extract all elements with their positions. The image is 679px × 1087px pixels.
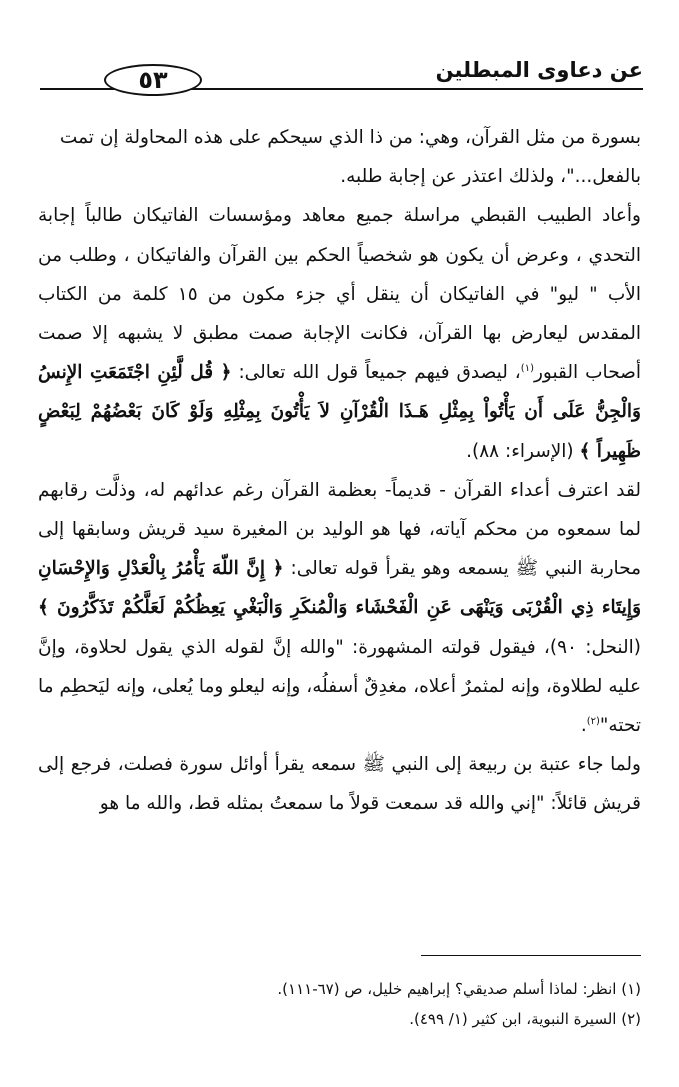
paragraph-2-text-a: وأعاد الطبيب القبطي مراسلة جميع معاهد ومؤسسات الفاتيكان طالباً إجابة التحدي ، وعرض أن يكون هو شخصياً الحكم بين القرآن والفاتيكان ، وطلب من الأب " ليو" في الفاتيكان أن ينقل أي جزء مكون من ١٥ كلمة من الكتاب المقدس ليعارض بها القرآن، فكانت الإجابة صمت مطبق لا يشبهه إلا صمت أصحاب القبور — [38, 205, 641, 384]
quran-verse-isra: ﴿ قُل لَّئِنِ اجْتَمَعَتِ الإِنسُ وَالْجِنُّ عَلَى أَن يَأْتُواْ بِمِثْلِ هَـذَا الْقُرْآنِ لاَ يَأْتُونَ بِمِثْلِهِ وَلَوْ كَانَ بَعْضُهُمْ لِبَعْضٍ ظَهِيراً ﴾ — [38, 362, 641, 462]
page-number — [104, 64, 202, 96]
paragraph-3 — [38, 471, 641, 745]
paragraph-2-text-b: ، ليصدق فيهم جميعاً قول الله تعالى: — [231, 362, 521, 384]
footnote-2: (٢) السيرة النبوية، ابن كثير (١/ ٤٩٩). — [409, 1010, 641, 1028]
paragraph-4-text: ولما جاء عتبة بن ربيعة إلى النبي ﷺ سمعه يقرأ أوائل سورة فصلت، فرجع إلى قريش قائلاً: "إني والله قد سمعت قولاً ما سمعتُ بمثله قط، والله ما هو — [38, 754, 641, 815]
paragraph-2-text-c: (الإسراء: ٨٨). — [466, 440, 580, 462]
paragraph-3-text-a: لقد اعترف أعداء القرآن - قديماً- بعظمة القرآن رغم عدائهم له، وذلَّت رقابهم لما سمعوه من محكم آياته، فها هو الوليد بن المغيرة سيد قريش وسابقها إلى محاربة النبي ﷺ يسمعه وهو يقرأ قوله تعالى: — [38, 479, 642, 580]
footnotes — [38, 974, 641, 1034]
running-header — [40, 54, 643, 100]
paragraph-1-line-1: بسورة من مثل القرآن، وهي: من ذا الذي سيحكم على هذه المحاولة إن تمت — [59, 127, 641, 148]
paragraph-1-line-2: بالفعل..."، ولذلك اعتذر عن إجابة طلبه. — [340, 166, 641, 188]
paragraph-1 — [38, 118, 641, 196]
running-title: عن دعاوى المبطلين — [435, 58, 643, 82]
paragraph-2 — [38, 196, 641, 470]
footnote-ref-2[interactable]: (٢) — [586, 715, 600, 727]
footnote-1: (١) انظر: لماذا أسلم صديقي؟ إبراهيم خليل، ص (٦٧-١١١). — [277, 980, 641, 998]
paragraph-3-text-b: (النحل: ٩٠)، فيقول قولته المشهورة: "والله إنَّ لقوله الذي يقول لحلاوة، وإنَّ عليه لطلاوة، وإنه لمثمرٌ أعلاه، مغدِقٌ أسفلُه، وإنه ليعلو وما يُعلى، وإنه ليَحطِم ما تحته" — [38, 636, 641, 737]
paragraph-3-text-c: . — [580, 715, 587, 737]
main-text — [38, 118, 641, 824]
page-number-text: ٥٣ — [138, 66, 168, 94]
quran-verse-nahl: ﴿ إِنَّ اللّهَ يَأْمُرُ بِالْعَدْلِ وَالإِحْسَانِ وَإِيتَاء ذِي الْقُرْبَى وَيَنْهَى عَنِ الْفَحْشَاء وَالْمُنكَرِ وَالْبَغْيِ يَعِظُكُمْ لَعَلَّكُمْ تَذَكَّرُونَ ﴾ — [38, 558, 641, 619]
paragraph-4 — [38, 745, 641, 823]
footnote-ref-1[interactable]: (١) — [520, 363, 534, 375]
footnote-rule — [421, 955, 641, 956]
